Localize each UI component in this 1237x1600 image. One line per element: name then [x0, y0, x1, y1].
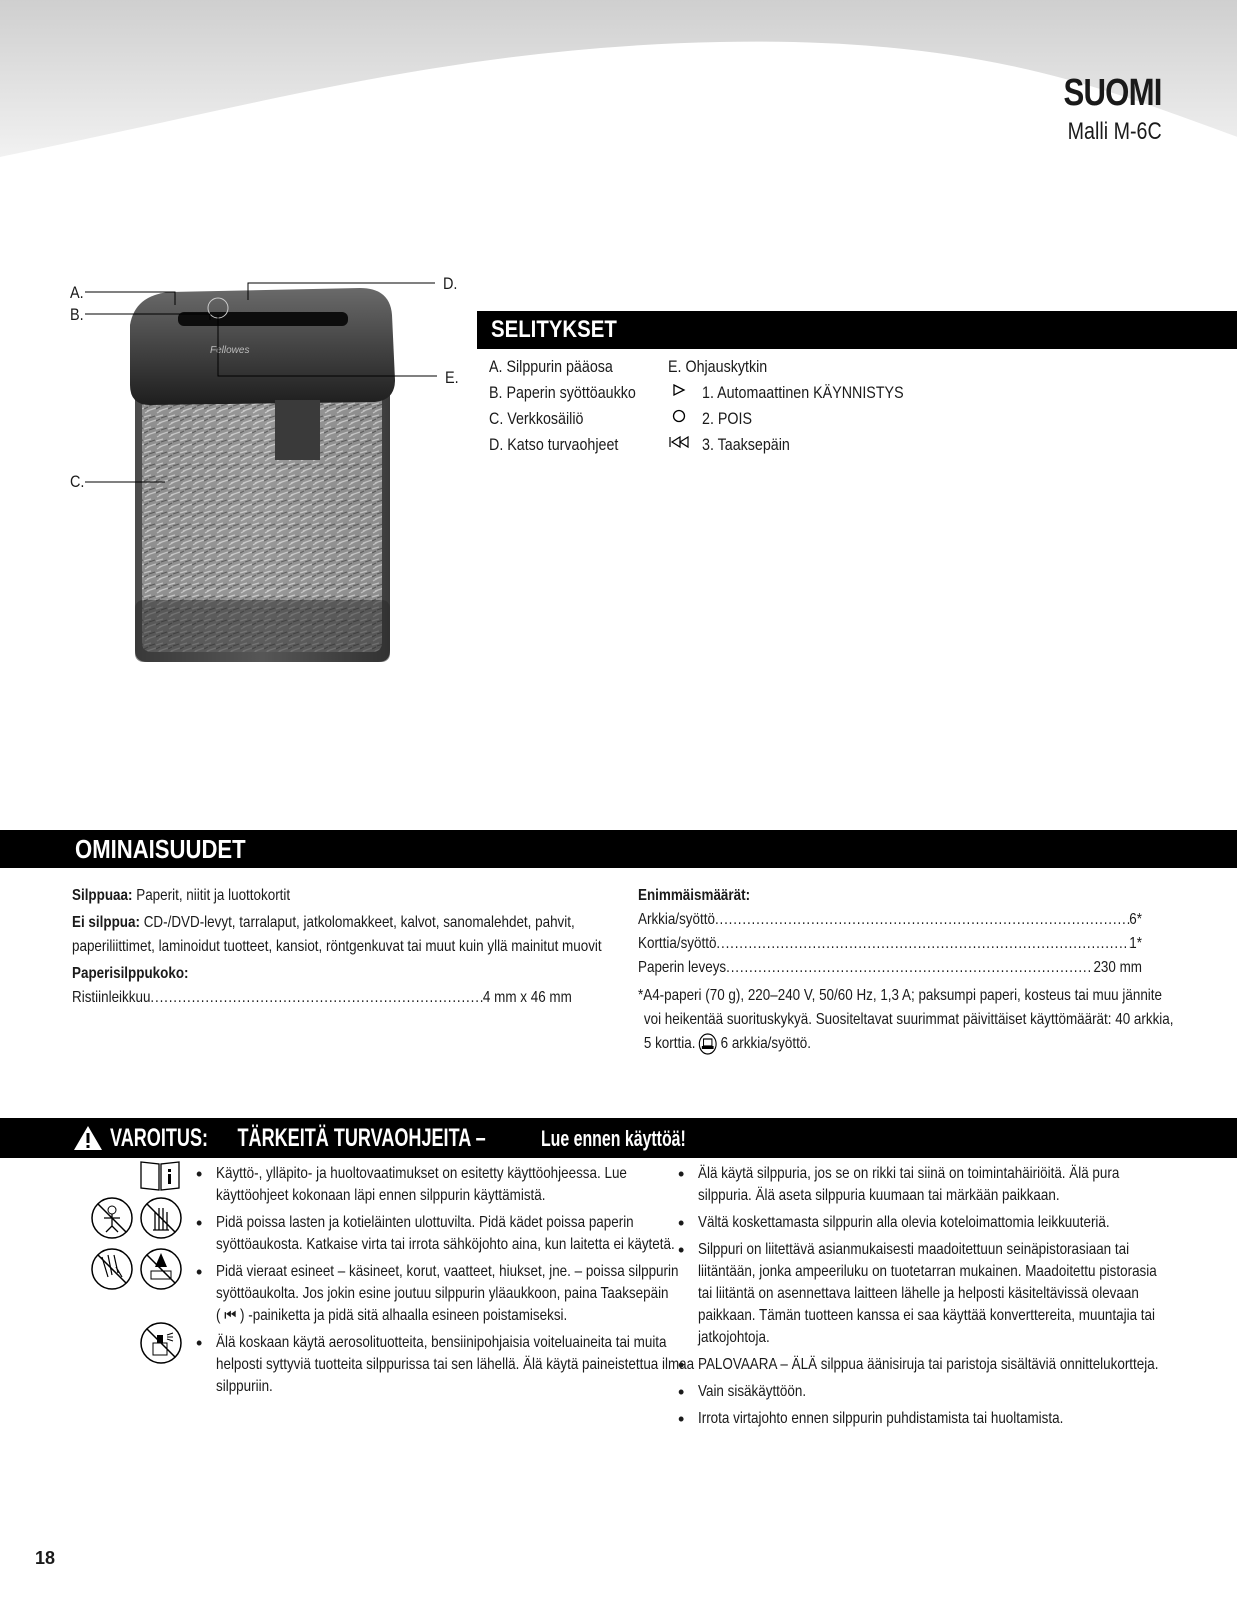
warning-item [678, 1212, 1178, 1234]
page-number: 18 [35, 1548, 56, 1568]
warning-line: tai liitäntä on asennettava laitteen lähelle ja helposti käsiteltävissä olevaan [698, 1285, 1139, 1302]
warning-line: • Käyttö-, ylläpito- ja huoltovaatimukset on esitetty käyttöohjeessa. Lue [216, 1165, 627, 1182]
model-title: Malli M-6C [1067, 118, 1162, 145]
warning-item [678, 1239, 1178, 1349]
warning-triangle-icon [72, 1124, 104, 1152]
legend-switch-list [668, 354, 942, 458]
warning-header-bar [0, 1118, 1237, 1158]
legend-title: SELITYKSET [491, 316, 617, 343]
sheets-value: 6* [1129, 911, 1142, 928]
legend-item: B. Paperin syöttöaukko [489, 383, 636, 402]
shredder-illustration [60, 270, 480, 680]
warning-line: • Pidä vieraat esineet – käsineet, korut, vaatteet, hiukset, jne. – poissa silppurin [216, 1263, 679, 1280]
cards-value: 1* [1129, 935, 1142, 952]
spec-note-row [638, 1032, 1075, 1056]
warning-line: • Vain sisäkäyttöön. [698, 1383, 807, 1400]
features-right-column [638, 884, 1174, 1056]
callout-d: D. [443, 274, 458, 293]
warning-line: • Pidä poissa lasten ja kotieläinten ulottuvilta. Pidä kädet poissa paperin [216, 1214, 634, 1231]
no-aerosol-icon [139, 1321, 183, 1365]
width-value: 230 mm [1093, 959, 1142, 976]
warning-item [678, 1408, 1178, 1430]
shreds-value: Paperit, niitit ja luottokortit [136, 887, 291, 904]
warning-line: silppuria. Älä aseta silppuria kuumaan tai märkään paikkaan. [698, 1187, 1060, 1204]
not-shred-label: Ei silppua: [72, 914, 140, 931]
legend-item: A. Silppurin pääosa [489, 357, 613, 376]
no-tie-hair-icon [90, 1247, 134, 1291]
sheets-label: Arkkia/syöttö [638, 911, 715, 928]
warning-title-c: Lue ennen käyttöä! [540, 1125, 686, 1151]
legend-switch-item: 1. Automaattinen KÄYNNISTYS [702, 383, 904, 402]
legend-parts-list [489, 354, 664, 458]
manual-icon [139, 1158, 181, 1192]
no-hands-icon [139, 1196, 183, 1240]
shred-size-label: Paperisilppukoko: [72, 965, 189, 982]
warning-line: • Älä käytä silppuria, jos se on rikki tai siinä on toimintahäiriöitä. Älä pura [698, 1165, 1120, 1182]
not-shred-value: CD-/DVD-levyt, tarralaput, jatkolomakkeet, kalvot, sanomalehdet, pahvit, [143, 914, 575, 931]
warning-line: käyttöohjeet kokonaan läpi ennen silppurin käyttämistä. [216, 1187, 546, 1204]
warning-line: jatkojohtoja. [698, 1329, 770, 1346]
warning-item [196, 1261, 679, 1327]
no-children-icon [90, 1196, 134, 1240]
off-circle-icon [668, 406, 690, 432]
legend-switch-item: 3. Taaksepäin [702, 435, 790, 454]
warning-line: ( ⏮ ) -painiketta ja pidä sitä alhaalla esineen poistamiseksi. [216, 1307, 568, 1324]
svg-text:Fellowes: Fellowes [210, 345, 250, 356]
sheets-row [638, 908, 1142, 932]
features-left-column [72, 884, 632, 1010]
spec-note: 6 arkkia/syöttö. [720, 1035, 812, 1052]
warning-line: • Älä koskaan käytä aerosolituotteita, bensiinipohjaisia voiteluaineita tai muita [216, 1334, 667, 1351]
warning-line: liitäntään, jonka ampeeriluku on tuotetarran mukainen. Maadoitettu pistorasia [698, 1263, 1157, 1280]
warning-item [678, 1354, 1178, 1376]
callout-a: A. [70, 283, 84, 302]
width-label: Paperin leveys [638, 959, 727, 976]
cards-row [638, 932, 1142, 956]
warning-list-right [678, 1163, 1178, 1435]
not-shred-value-cont: paperiliittimet, laminoidut tuotteet, kansiot, röntgenkuvat tai muut kuin yllä mainitut muovit [72, 938, 602, 955]
callout-c: C. [70, 472, 85, 491]
features-header-bar [0, 830, 1237, 868]
warning-item [678, 1163, 1178, 1207]
legend-switch-title: E. Ohjauskytkin [668, 357, 768, 376]
legend-item: D. Katso turvaohjeet [489, 435, 619, 454]
warning-line: paikkaan. Tämän tuotteen kanssa ei saa käyttää konverttereita, muuntajia tai [698, 1307, 1155, 1324]
callout-b: B. [70, 305, 84, 324]
width-row [638, 956, 1142, 980]
max-label: Enimmäismäärät: [638, 887, 751, 904]
cross-cut-row [72, 986, 572, 1010]
spec-note: *A4-paperi (70 g), 220–240 V, 50/60 Hz, 1,3 A; paksumpi paperi, kosteus tai muu jännite [638, 987, 1162, 1004]
legend-switch-item: 2. POIS [702, 409, 753, 428]
header-wave-background [0, 0, 1237, 200]
warning-item [196, 1163, 676, 1207]
cross-cut-value: 4 mm x 46 mm [482, 989, 572, 1006]
legend-item: C. Verkkosäiliö [489, 409, 584, 428]
warning-line: syöttöaukosta. Katkaise virta tai irrota sähköjohto aina, kun laitetta ei käytetä. [216, 1236, 675, 1253]
features-title: OMINAISUUDET [75, 834, 246, 864]
warning-line: silppuriin. [216, 1378, 273, 1395]
warning-line: • Vältä koskettamasta silppurin alla olevia koteloimattomia leikkuuteriä. [698, 1214, 1110, 1231]
legend-header-bar [477, 311, 1237, 349]
warning-item [678, 1381, 1178, 1403]
cards-label: Korttia/syöttö [638, 935, 717, 952]
spec-note: 5 korttia. [643, 1035, 696, 1052]
spec-note: voi heikentää suorituskykyä. Suositeltavat suurimmat päivittäiset käyttömäärät: 40 arkkia, [643, 1011, 1174, 1028]
play-triangle-icon [668, 380, 690, 406]
callout-e: E. [445, 368, 459, 387]
shreds-label: Silppuaa: [72, 887, 133, 904]
warning-line: • PALOVAARA – ÄLÄ silppua äänisiruja tai paristoja sisältäviä onnittelukortteja. [698, 1356, 1159, 1373]
warning-line: helposti syttyviä tuotteita silppurissa tai sen lähellä. Älä käytä paineistettua ilmaa [216, 1356, 695, 1373]
warning-line: syöttöaukolta. Jos jokin esine joutuu silppurin yläaukkoon, paina Taaksepäin [216, 1285, 669, 1302]
reverse-icon [668, 432, 690, 458]
warning-title-b: TÄRKEITÄ TURVAOHJEITA – [237, 1123, 486, 1152]
warning-line: • Silppuri on liitettävä asianmukaisesti maadoitettuun seinäpistorasiaan tai [698, 1241, 1130, 1258]
warning-line: • Irrota virtajohto ennen silppurin puhdistamista tai huoltamista. [698, 1410, 1064, 1427]
card-shred-icon [699, 1033, 717, 1055]
warning-item [196, 1212, 676, 1256]
cross-cut-label: Ristiinleikkuu [72, 989, 151, 1006]
language-title: SUOMI [1063, 72, 1162, 114]
warning-title-a: VAROITUS: [110, 1123, 209, 1152]
warning-item [196, 1332, 695, 1398]
no-foreign-objects-icon [139, 1247, 183, 1291]
warning-list-left [196, 1163, 695, 1403]
